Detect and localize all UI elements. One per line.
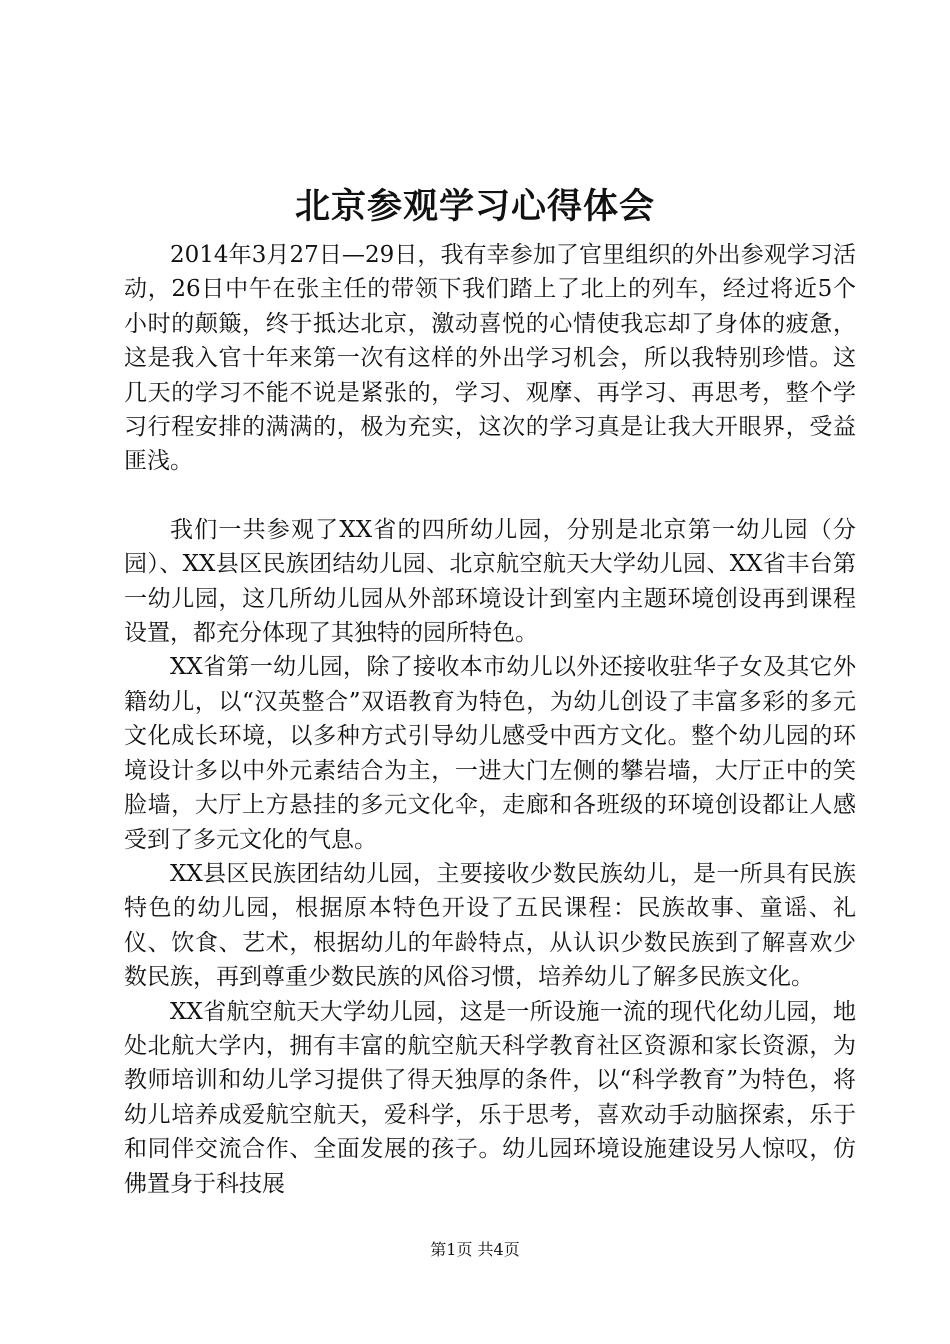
paragraph-intro: 2014年3月27日—29日，我有幸参加了官里组织的外出参观学习活动，26日中午在张主任的带领下我们踏上了北上的列车，经过将近5个小时的颠簸，终于抵达北京，激动喜悦的心情使我忘却了身体的疲惫，这是我入官十年来第一次有这样的外出学习机会，所以我特别珍惜。这几天的学习不能不说是紧张的，学习、观摩、再学习、再思考，整个学习行程安排的满满的，极为充实，这次的学习真是让我大开眼界，受益匪浅。 bbox=[124, 242, 856, 475]
document-title: 北京参观学习心得体会 bbox=[294, 186, 655, 227]
paragraph-ethnic-kindergarten: XX县区民族团结幼儿园，主要接收少数民族幼儿，是一所具有民族特色的幼儿园，根据原本特色开设了五民课程：民族故事、童谣、礼仪、饮食、艺术，根据幼儿的年龄特点，从认识少数民族到了解喜欢少数民族，再到尊重少数民族的风俗习惯，培养幼儿了解多民族文化。 bbox=[124, 860, 856, 991]
paragraph-overview: 我们一共参观了XX省的四所幼儿园，分别是北京第一幼儿园（分园）、XX县区民族团结幼儿园、北京航空航天大学幼儿园、XX省丰台第一幼儿园，这几所幼儿园从外部环境设计到室内主题环境创设再到课程设置，都充分体现了其独特的园所特色。 bbox=[124, 516, 856, 647]
document-body bbox=[124, 238, 856, 1201]
paragraph-first-kindergarten: XX省第一幼儿园，除了接收本市幼儿以外还接收驻华子女及其它外籍幼儿，以“汉英整合”双语教育为特色，为幼儿创设了丰富多彩的多元文化成长环境，以多种方式引导幼儿感受中西方文化。整个幼儿园的环境设计多以中外元素结合为主，一进大门左侧的攀岩墙，大厅正中的笑脸墙，大厅上方悬挂的多元文化伞，走廊和各班级的环境创设都让人感受到了多元文化的气息。 bbox=[124, 654, 856, 853]
page-number-footer: 第1页 共4页 bbox=[430, 1240, 520, 1259]
paragraph-aerospace-kindergarten: XX省航空航天大学幼儿园，这是一所设施一流的现代化幼儿园，地处北航大学内，拥有丰富的航空航天科学教育社区资源和家长资源，为教师培训和幼儿学习提供了得天独厚的条件，以“科学教育”为特色，将幼儿培养成爱航空航天，爱科学，乐于思考，喜欢动手动脑探索，乐于和同伴交流合作、全面发展的孩子。幼儿园环境设施建设另人惊叹，仿佛置身于科技展 bbox=[124, 998, 856, 1197]
